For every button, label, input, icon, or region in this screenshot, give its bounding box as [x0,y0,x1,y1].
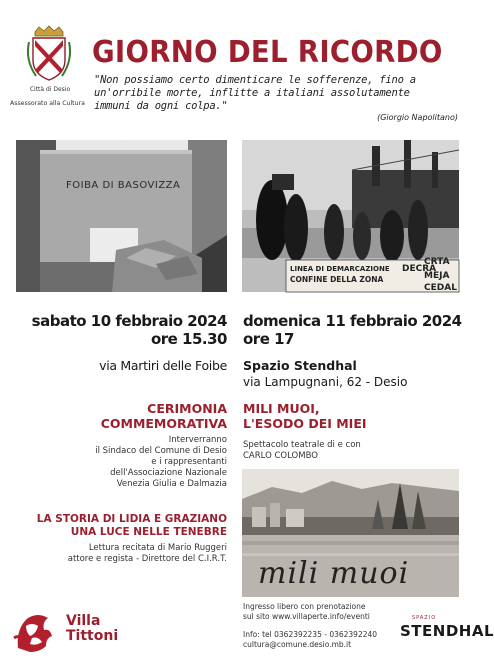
show-detail-line: Spettacolo teatrale di e con [243,440,361,450]
left-event-venue: via Martiri delle Foibe [99,358,227,373]
basovizza-photo [16,140,227,292]
ceremony-detail-line: il Sindaco del Comune di Desio [95,446,227,456]
show-title-line: L'ESODO DEI MIEI [243,416,367,431]
basovizza-inscription: FOIBA DI BASOVIZZA [66,180,181,191]
ceremony-detail-line: Venezia Giulia e Dalmazia [116,479,227,489]
villa-name-line: Tittoni [66,628,119,644]
ceremony-title-line: CERIMONIA [147,401,227,416]
stendhal-small-label: SPAZIO [412,615,437,621]
ceremony-detail-line: dell'Associazione Nazionale [110,468,227,478]
sign-text: MEJA [424,271,450,281]
reading-credit-line: Lettura recitata di Mario Ruggeri [88,543,227,553]
show-details [243,440,361,462]
sign-text: CEDAL [424,283,457,293]
ceremony-detail-line: e i rappresentanti [151,457,227,467]
sign-text: LINEA DI DEMARCAZIONE [290,265,390,273]
entry-info-line: Ingresso libero con prenotazione [243,602,366,611]
mili-muoi-photo [242,469,459,597]
quote-author: (Giorgio Napolitano) [377,113,458,122]
page-title: GIORNO DEL RICORDO [92,35,443,70]
sign-text: CONFINE DELLA ZONA [290,275,384,284]
sign-text: DECRA [402,264,437,274]
villa-tittoni-logo-icon [12,608,60,656]
ceremony-title-line: COMMEMORATIVA [100,416,227,431]
city-crest-logo [26,26,72,82]
right-event-venue: Spazio Stendhal [243,358,357,373]
contact-info [243,630,377,650]
ceremony-details [95,435,227,490]
ceremony-title [101,401,227,431]
quote-line: un'orribile morte, inflitte a italiani assolutamente [94,87,410,99]
reading-credits [68,543,227,565]
right-event-date: domenica 11 febbraio 2024 [243,312,462,330]
entry-info [243,602,370,622]
left-event-time: ore 15.30 [150,330,227,348]
quote [94,74,466,113]
quote-line: immuni da ogni colpa." [94,100,228,112]
show-detail-line: CARLO COLOMBO [243,451,318,461]
villa-name-line: Villa [66,613,101,629]
reading-title [37,513,227,539]
sign-text: CRTA [424,257,450,267]
quote-line: "Non possiamo certo dimenticare le sofferenze, fino a [94,74,416,86]
reading-title-line: UNA LUCE NELLE TENEBRE [70,526,227,538]
show-title-line: MILI MUOI, [243,401,320,416]
entry-info-line: sul sito www.villaperte.info/eventi [243,612,370,621]
department-label: Assessorato alla Cultura [10,100,85,107]
mili-muoi-overlay-text: mili muoi [258,556,410,591]
right-event-address: via Lampugnani, 62 - Desio [243,375,408,389]
show-title [243,401,367,431]
ceremony-detail-line: Interverranno [168,435,227,445]
contact-info-line: cultura@comune.desio.mb.it [243,640,352,649]
stendhal-logo: STENDHAL [400,622,494,640]
villa-tittoni-name [66,614,118,644]
reading-title-line: LA STORIA DI LIDIA E GRAZIANO [36,513,227,525]
left-event-date: sabato 10 febbraio 2024 [31,312,227,330]
exodus-photo [242,140,459,292]
contact-info-line: Info: tel 0362392235 - 0362392240 [243,630,378,639]
reading-credit-line: attore e regista - Direttore del C.I.R.T. [67,554,227,564]
city-label: Città di Desio [29,86,71,93]
right-event-time: ore 17 [243,330,294,348]
